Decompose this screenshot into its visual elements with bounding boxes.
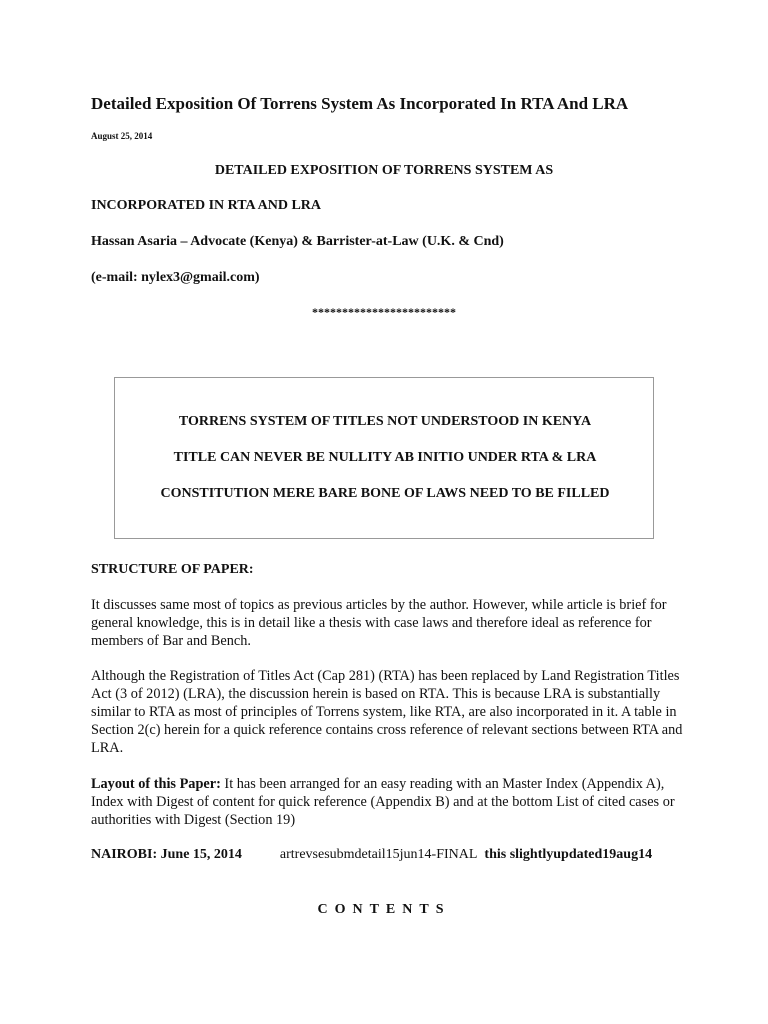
author-email: (e-mail: nylex3@gmail.com) xyxy=(91,270,260,285)
separator-stars: ************************ xyxy=(312,305,456,319)
update-note: this slightlyupdated19aug14 xyxy=(484,847,653,862)
nairobi-date: NAIROBI: June 15, 2014 xyxy=(91,847,242,862)
contents-heading: CONTENTS xyxy=(317,902,451,917)
paragraph-intro: It discusses same most of topics as previous articles by the author. However, while article is brief for general knowledge, this is in detail like a thesis with case laws and therefore ideal as reference for members of Bar and Bench. xyxy=(91,597,667,649)
paragraph-rta-lra: Although the Registration of Titles Act (Cap 281) (RTA) has been replaced by Land Registration Titles Act (3 of 2012) (LRA), the discussion herein is based on RTA. This is because LRA is substantially similar to RTA as most of principles of Torrens system, like RTA, are also incorporated in it. A table in Section 2(c) herein for a quick reference contains cross reference of relevant sections between RTA and LRA. xyxy=(91,668,683,756)
document-title: Detailed Exposition Of Torrens System As Incorporated In RTA And LRA xyxy=(91,94,629,113)
file-name: artrevsesubmdetail15jun14-FINAL xyxy=(279,847,478,862)
notice-box xyxy=(114,377,654,539)
author-line: Hassan Asaria – Advocate (Kenya) & Barrister-at-Law (U.K. & Cnd) xyxy=(91,234,504,249)
nairobi-line xyxy=(91,846,691,864)
structure-heading: STRUCTURE OF PAPER: xyxy=(91,562,254,577)
notice-line-1: TORRENS SYSTEM OF TITLES NOT UNDERSTOOD IN KENYA xyxy=(178,414,592,429)
layout-label: Layout of this Paper: xyxy=(91,776,221,792)
notice-line-2: TITLE CAN NEVER BE NULLITY AB INITIO UNDER RTA & LRA xyxy=(173,450,597,465)
notice-line-3: CONSTITUTION MERE BARE BONE OF LAWS NEED TO BE FILLED xyxy=(160,486,610,501)
paragraph-layout xyxy=(91,775,691,829)
heading-line-1: DETAILED EXPOSITION OF TORRENS SYSTEM AS xyxy=(214,163,554,178)
heading-line-2: INCORPORATED IN RTA AND LRA xyxy=(91,198,322,213)
document-date: August 25, 2014 xyxy=(91,131,153,141)
layout-text: It has been arranged for an easy reading with an Master Index (Appendix A), Index with Digest of content for quick reference (Appendix B) and at the bottom List of cited cases or authorities with Digest (Section 19) xyxy=(91,776,675,828)
